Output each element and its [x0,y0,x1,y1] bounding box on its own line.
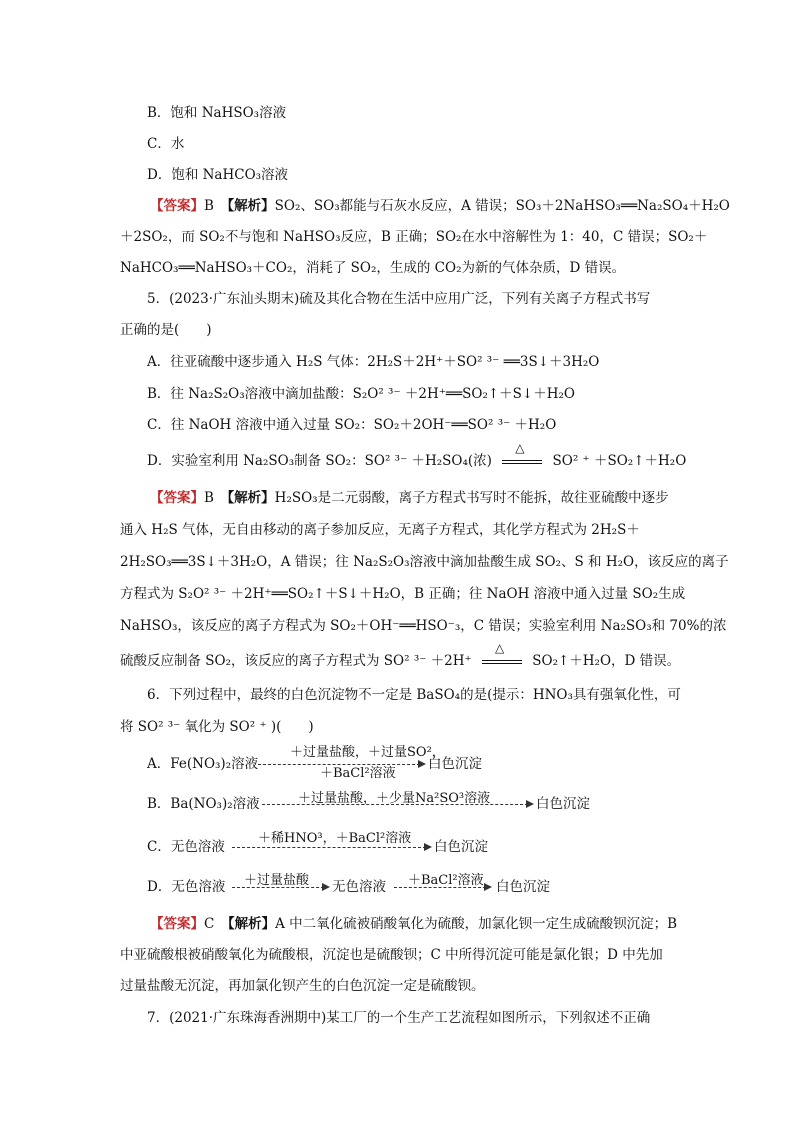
q4-option-d: D．饱和 NaHCO₃溶液 [147,167,289,183]
dashed-arrow-line [262,804,528,805]
analysis-label: 【解析】 [227,916,276,932]
analysis-label: 【解析】 [227,198,275,214]
q5-answer-line-6 [120,640,681,670]
q6-a-condition-bottom: ＋BaCl²溶液 [320,766,396,781]
q6-b-start: B．Ba(NO₃)₂溶液 [147,796,260,812]
q5-answer-line-3: 2H₂SO₃══3S↓＋3H₂O，A 错误；往 Na₂S₂O₃溶液中滴加盐酸生成 SO₂、S 和 H₂O，该反应的离子 [120,554,729,570]
q5-option-d-right: SO² ⁺ ＋SO₂↑＋H₂O [552,453,687,469]
q6-c-result: 白色沉淀 [434,839,488,855]
q6-d-result: 白色沉淀 [496,879,550,895]
arrow-head-icon [424,843,432,851]
heat-equals-sign [482,640,522,669]
q6-d-condition-1: ＋过量盐酸 [244,873,310,888]
q5-answer-line-1 [150,489,669,507]
q5-answer-line-4: 方程式为 S₂O² ³⁻ ＋2H⁺══SO₂↑＋S↓＋H₂O，B 正确；往 NaOH 溶液中通入过量 SO₂生成 [120,586,686,602]
arrow-head-icon [526,800,534,808]
double-line [502,460,542,464]
q6-a-start: A．Fe(NO₃)₂溶液 [147,756,259,772]
q6-c-start: C．无色溶液 [147,839,225,855]
q6-stem-line-1: 6．下列过程中，最终的白色沉淀物不一定是 BaSO₄的是(提示：HNO₃具有强氧化性，可 [147,687,681,703]
q7-stem-line-1: 7．(2021·广东珠海香洲期中)某工厂的一个生产工艺流程如图所示，下列叙述不正确 [147,1010,651,1026]
q5-answer-line-5: NaHSO₃，该反应的离子方程式为 SO₂＋OH⁻══HSO⁻₃，C 错误；实验室利用 Na₂SO₃和 70%的浓 [120,618,727,634]
q4-answer-line-1 [150,197,730,215]
answer-text: SO₂、SO₃都能与石灰水反应，A 错误；SO₃＋2NaHSO₃══Na₂SO₄＋H₂O [274,198,730,214]
arrow-head-icon [418,760,426,768]
q6-d-condition-2: ＋BaCl²溶液 [408,873,484,888]
answer-text: SO₂↑＋H₂O，D 错误。 [532,653,681,669]
q4-option-c: C．水 [147,136,185,152]
analysis-label: 【解析】 [227,490,275,506]
delta-symbol: △ [515,440,525,455]
answer-label: 【答案】 [150,198,204,214]
q6-stem-line-2: 将 SO² ³⁻ 氧化为 SO² ⁺ )( ) [120,719,314,735]
q6-a-result: 白色沉淀 [428,756,482,772]
answer-choice: B [204,490,214,506]
double-line [482,660,522,664]
arrow-head-icon [484,883,492,891]
arrow-head-icon [322,883,330,891]
q6-d-start: D．无色溶液 [147,879,226,895]
answer-label: 【答案】 [150,490,204,506]
q6-a-condition-top: ＋过量盐酸，＋过量SO²， [290,745,445,760]
q6-answer-line-2: 中亚硫酸根被硝酸氧化为硫酸根，沉淀也是硫酸钡；C 中所得沉淀可能是氯化银；D 中先加 [120,947,663,963]
answer-label: 【答案】 [150,916,204,932]
answer-choice: C [204,916,215,932]
answer-text: 硫酸反应制备 SO₂，该反应的离子方程式为 SO² ³⁻ ＋2H⁺ [120,653,472,669]
q4-answer-line-3: NaHCO₃══NaHSO₃＋CO₂，消耗了 SO₂，生成的 CO₂为新的气体杂质，D 错误。 [120,260,626,276]
q5-answer-line-2: 通入 H₂S 气体，无自由移动的离子参加反应，无离子方程式，其化学方程式为 2H₂S＋ [120,522,640,538]
dashed-arrow-line [232,847,426,848]
answer-text: A 中二氧化硫被硝酸氧化为硫酸，加氯化钡一定生成硫酸钡沉淀；B [275,916,678,932]
dashed-arrow-line [258,764,420,765]
q5-option-a: A．往亚硫酸中逐步通入 H₂S 气体：2H₂S＋2H⁺＋SO² ³⁻ ══3S↓＋3H₂O [147,354,600,370]
delta-symbol: △ [494,640,505,655]
heat-equals-sign [502,440,542,469]
q5-option-d-left: D．实验室利用 Na₂SO₃制备 SO₂：SO² ³⁻ ＋H₂SO₄(浓) [147,453,492,469]
answer-text: H₂SO₃是二元弱酸，离子方程式书写时不能拆，故往亚硫酸中逐步 [274,490,669,506]
q5-option-b: B．往 Na₂S₂O₃溶液中滴加盐酸：S₂O² ³⁻ ＋2H⁺══SO₂↑＋S↓＋H₂O [147,386,575,402]
q6-answer-line-3: 过量盐酸无沉淀，再加氯化钡产生的白色沉淀一定是硫酸钡。 [120,978,485,994]
q6-answer-line-1 [150,915,677,933]
q6-b-condition-top: ＋过量盐酸，＋少量Na²SO³溶液 [298,791,491,806]
q6-d-middle: 无色溶液 [332,879,386,895]
q5-option-c: C．往 NaOH 溶液中通入过量 SO₂：SO₂＋2OH⁻══SO² ³⁻ ＋H₂O [147,417,557,433]
q5-stem-line-2: 正确的是( ) [120,322,212,338]
q5-option-d [147,440,687,470]
q6-c-condition-top: ＋稀HNO³，＋BaCl²溶液 [258,831,412,846]
answer-choice: B [204,198,214,214]
q4-answer-line-2: ＋2SO₂，而 SO₂不与饱和 NaHSO₃反应，B 正确；SO₂在水中溶解性为 1：40，C 错误；SO₂＋ [120,229,708,245]
q4-option-b: B．饱和 NaHSO₃溶液 [147,105,287,121]
dashed-arrow-line [232,887,324,888]
q5-stem-line-1: 5．(2023·广东汕头期末)硫及其化合物在生活中应用广泛，下列有关离子方程式书写 [147,291,651,307]
q6-b-result: 白色沉淀 [536,796,590,812]
dashed-arrow-line [394,887,486,888]
